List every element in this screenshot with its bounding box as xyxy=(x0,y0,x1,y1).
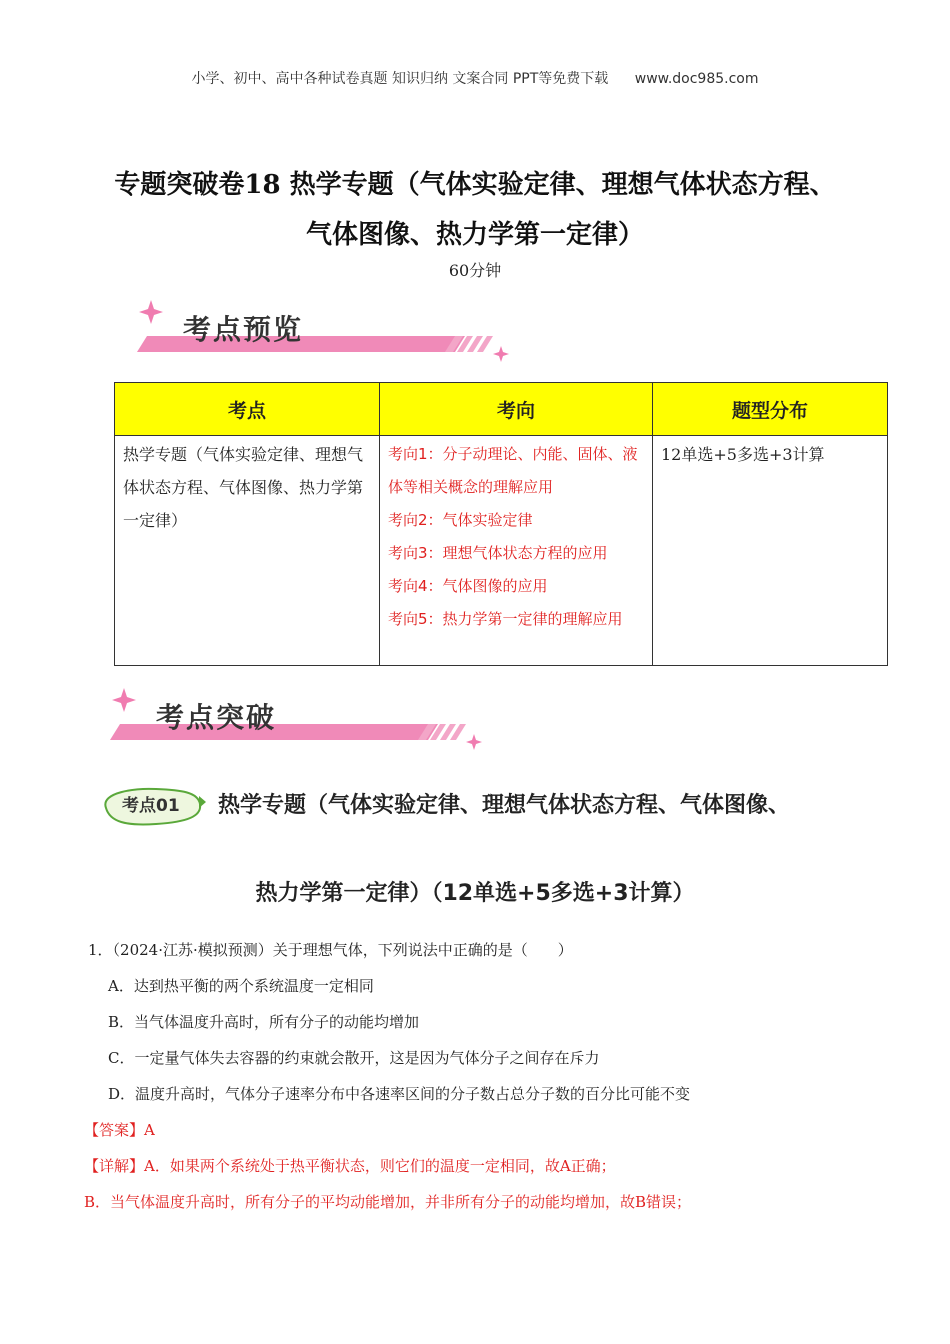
table-cell-topic: 热学专题（气体实验定律、理想气体状态方程、气体图像、热力学第一定律） xyxy=(115,436,380,666)
table-cell-directions xyxy=(380,436,653,666)
option-d: D．温度升高时，气体分子速率分布中各速率区间的分子数占总分子数的百分比可能不变 xyxy=(108,1085,691,1103)
breakthrough-banner xyxy=(98,686,488,756)
explanation-b: B．当气体温度升高时，所有分子的平均动能增加，并非所有分子的动能均增加，故B错误； xyxy=(84,1193,692,1211)
direction-item: 考向5：热力学第一定律的理解应用 xyxy=(388,610,623,628)
breakthrough-banner-label: 考点突破 xyxy=(156,701,277,734)
section-heading-line-1: 热学专题（气体实验定律、理想气体状态方程、气体图像、 xyxy=(218,793,791,818)
direction-item: 考向3：理想气体状态方程的应用 xyxy=(388,544,608,562)
table-header-distribution: 题型分布 xyxy=(653,383,888,436)
preview-banner-label: 考点预览 xyxy=(183,313,304,346)
table-header-topic: 考点 xyxy=(115,383,380,436)
preview-banner xyxy=(125,298,515,368)
direction-item: 考向2：气体实验定律 xyxy=(388,511,533,529)
preview-table xyxy=(114,382,888,666)
duration: 60分钟 xyxy=(448,261,502,280)
section-badge xyxy=(96,782,210,832)
title-line-1: 专题突破卷18 热学专题（气体实验定律、理想气体状态方程、 xyxy=(114,170,836,200)
header-text: 小学、初中、高中各种试卷真题 知识归纳 文案合同 PPT等免费下载 xyxy=(191,71,609,87)
question-stem: 1．（2024·江苏·模拟预测）关于理想气体，下列说法中正确的是（ ） xyxy=(88,941,573,959)
page-header xyxy=(0,68,950,88)
option-c: C．一定量气体失去容器的约束就会散开，这是因为气体分子之间存在斥力 xyxy=(108,1049,600,1067)
table-cell-distribution: 12单选+5多选+3计算 xyxy=(653,436,888,666)
section-badge-label: 考点01 xyxy=(122,796,180,816)
option-a: A．达到热平衡的两个系统温度一定相同 xyxy=(108,977,374,995)
page-title xyxy=(60,160,890,260)
direction-item: 考向4：气体图像的应用 xyxy=(388,577,548,595)
title-line-2: 气体图像、热力学第一定律） xyxy=(305,220,644,250)
answer: 【答案】A xyxy=(84,1121,155,1139)
explanation-a: 【详解】A．如果两个系统处于热平衡状态，则它们的温度一定相同，故A正确； xyxy=(84,1157,616,1175)
direction-item: 考向1：分子动理论、内能、固体、液体等相关概念的理解应用 xyxy=(388,445,638,496)
option-b: B．当气体温度升高时，所有分子的动能均增加 xyxy=(108,1013,420,1031)
header-site[interactable]: www.doc985.com xyxy=(634,71,759,87)
section-heading-line-2: 热力学第一定律）（12单选+5多选+3计算） xyxy=(255,881,695,906)
table-header-direction: 考向 xyxy=(380,383,653,436)
